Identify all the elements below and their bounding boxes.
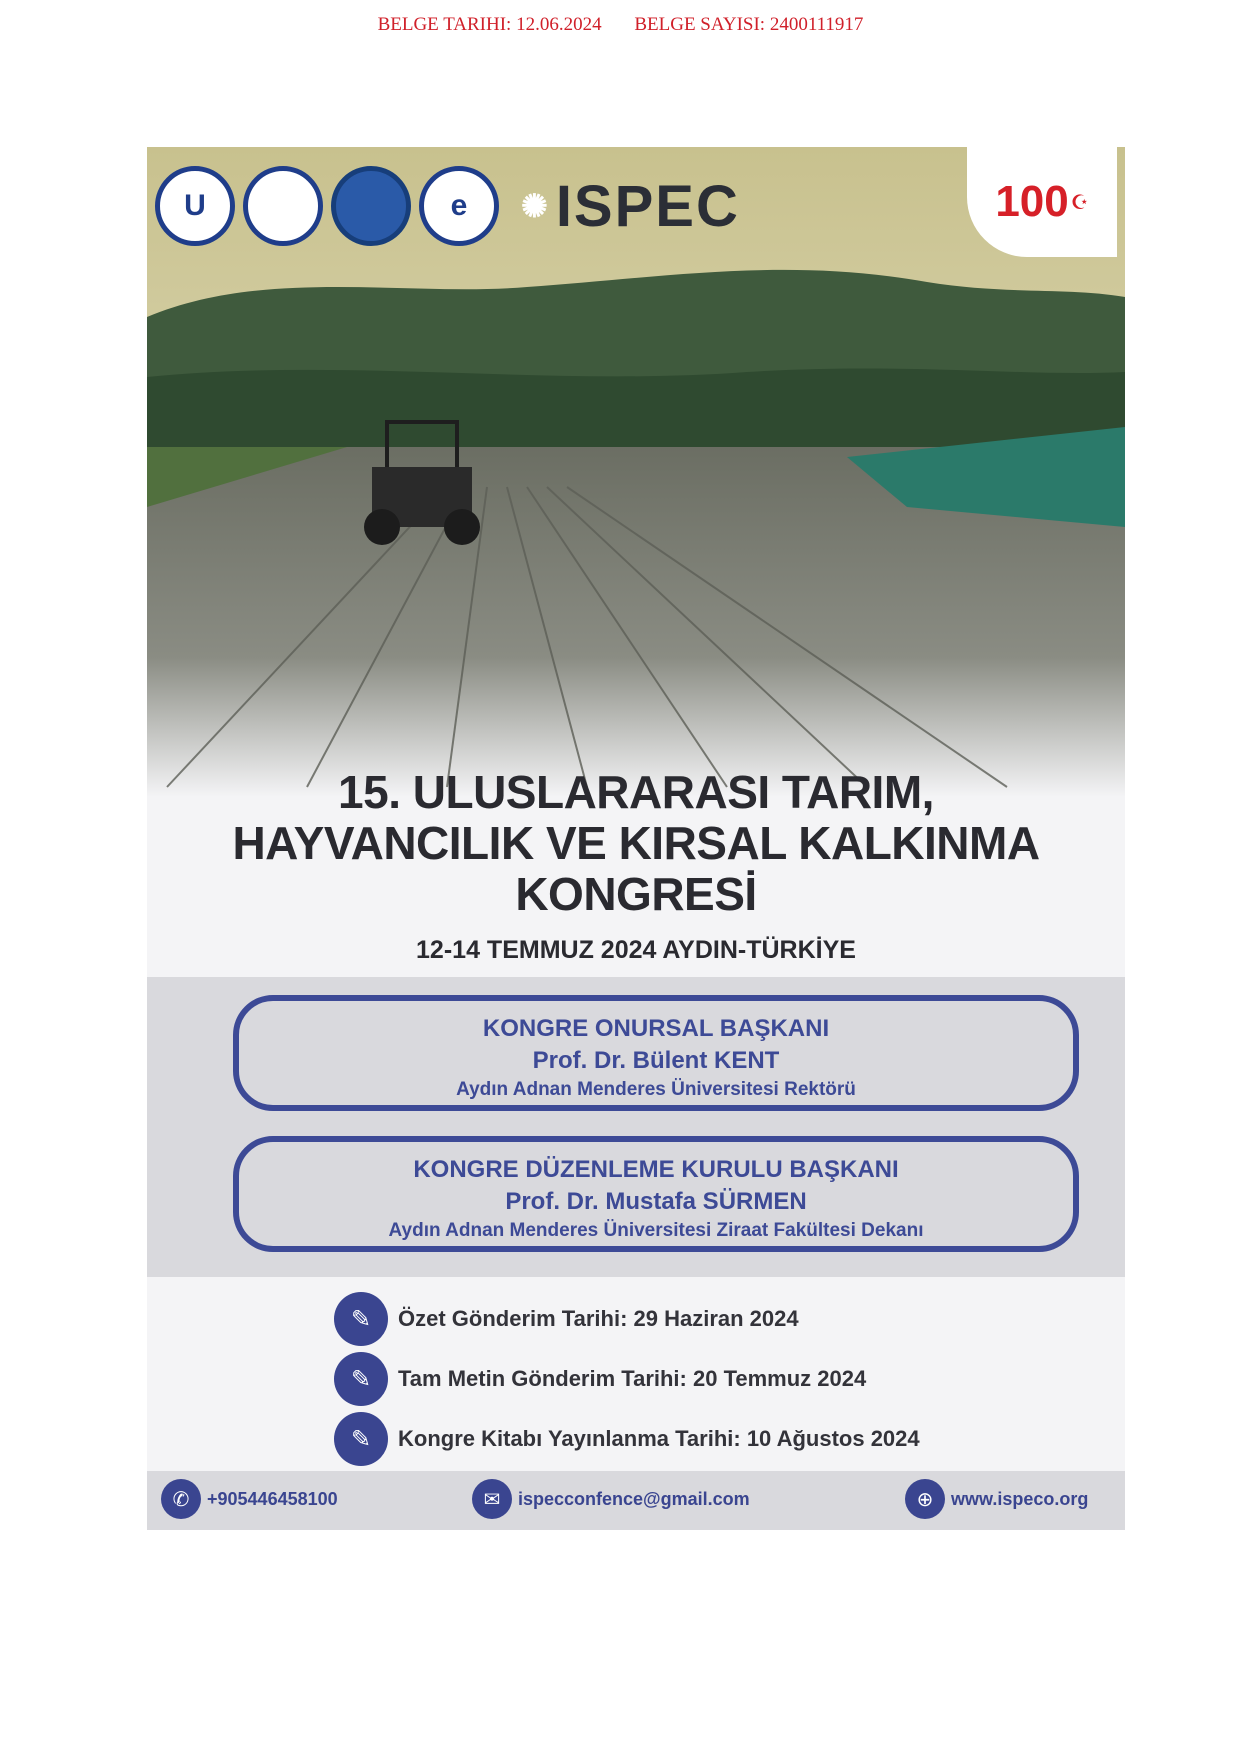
centenary-badge <box>967 147 1117 257</box>
organizing-chair-name: Prof. Dr. Mustafa SÜRMEN <box>505 1188 807 1215</box>
partner-logos <box>155 161 740 251</box>
edit-document-icon: ✎ <box>334 1412 388 1466</box>
phone-icon: ✆ <box>161 1479 201 1519</box>
congress-poster <box>147 147 1125 1530</box>
full-text-deadline: Tam Metin Gönderim Tarihi: 20 Temmuz 2024 <box>398 1366 867 1391</box>
organizing-chair-role: KONGRE DÜZENLEME KURULU BAŞKANI <box>413 1156 899 1183</box>
crescent-star-icon: ☪ <box>1070 191 1089 214</box>
document-number: BELGE SAYISI: 2400111917 <box>634 14 864 35</box>
phone-number: +905446458100 <box>207 1488 338 1509</box>
ispec-logo <box>521 173 740 240</box>
title-line: HAYVANCILIK VE KIRSAL KALKINMA <box>232 817 1040 869</box>
centenary-number: 100 <box>995 177 1069 226</box>
sunburst-icon: ✺ <box>521 188 550 224</box>
phone-contact <box>161 1479 338 1519</box>
organizing-chair-institution: Aydın Adnan Menderes Üniversitesi Ziraat Fakültesi Dekanı <box>388 1220 924 1241</box>
university-seal-icon <box>331 166 411 246</box>
edit-document-icon: ✎ <box>334 1352 388 1406</box>
email-address: ispecconfence@gmail.com <box>518 1488 750 1509</box>
document-date: BELGE TARIHI: 12.06.2024 <box>377 14 602 35</box>
globe-icon: ⊕ <box>905 1479 945 1519</box>
honorary-president-institution: Aydın Adnan Menderes Üniversitesi Rektörü <box>456 1079 856 1100</box>
date-item <box>334 1349 920 1409</box>
honorary-president-role: KONGRE ONURSAL BAŞKANI <box>482 1015 830 1042</box>
honorary-president-box <box>233 995 1079 1111</box>
honorary-president-name: Prof. Dr. Bülent KENT <box>532 1047 780 1074</box>
edit-document-icon: ✎ <box>334 1292 388 1346</box>
ispec-wordmark: ISPEC <box>555 173 740 239</box>
university-seal-icon <box>243 166 323 246</box>
website-contact <box>905 1479 1088 1519</box>
date-item <box>334 1409 920 1469</box>
date-item <box>334 1289 920 1349</box>
congress-date-location: 12-14 TEMMUZ 2024 AYDIN-TÜRKİYE <box>416 936 856 964</box>
website-url: www.ispeco.org <box>951 1488 1089 1509</box>
congress-title <box>147 767 1125 965</box>
document-header <box>0 14 1241 36</box>
email-icon: ✉ <box>472 1479 512 1519</box>
contact-bar <box>147 1471 1125 1530</box>
title-line: KONGRESİ <box>515 868 757 920</box>
abstract-deadline: Özet Gönderim Tarihi: 29 Haziran 2024 <box>398 1306 799 1331</box>
email-contact <box>472 1479 750 1519</box>
university-seal-icon: e <box>419 166 499 246</box>
important-dates <box>334 1289 920 1469</box>
title-line: 15. ULUSLARARASI TARIM, <box>338 766 934 818</box>
university-seal-icon: U <box>155 166 235 246</box>
book-publication-date: Kongre Kitabı Yayınlanma Tarihi: 10 Ağustos 2024 <box>398 1426 920 1451</box>
committee-section <box>147 977 1125 1277</box>
organizing-chair-box <box>233 1136 1079 1252</box>
